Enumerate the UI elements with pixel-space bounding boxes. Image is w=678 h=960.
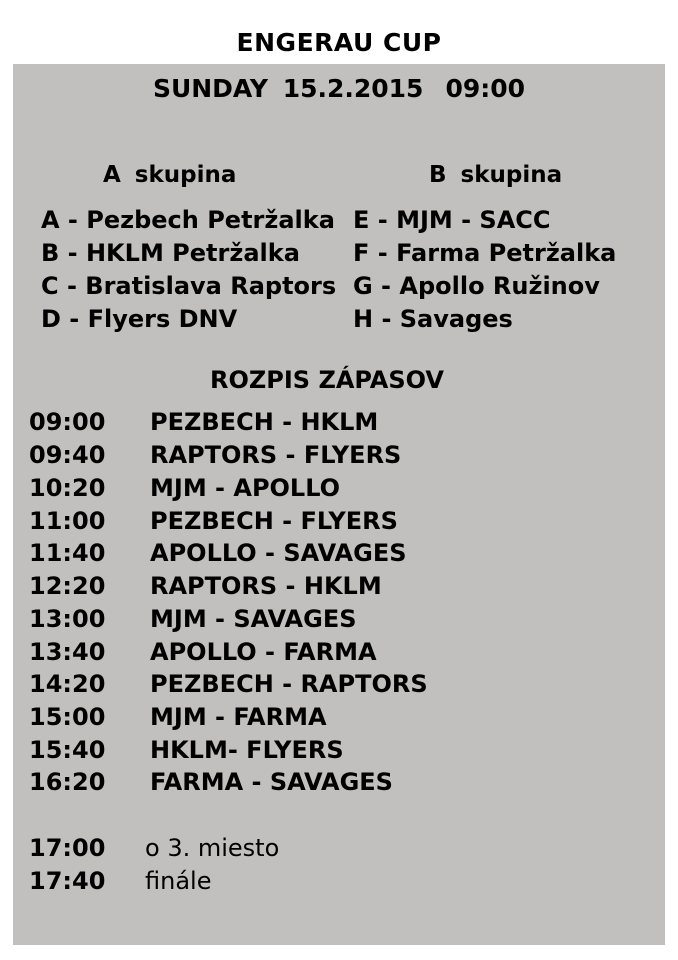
match-time: 11:40 bbox=[29, 539, 106, 567]
match-teams: MJM - FARMA bbox=[150, 703, 327, 731]
match-time: 15:00 bbox=[29, 703, 106, 731]
schedule-row bbox=[13, 605, 665, 638]
match-time: 11:00 bbox=[29, 507, 106, 535]
match-time: 09:40 bbox=[29, 441, 106, 469]
match-teams: PEZBECH - RAPTORS bbox=[150, 670, 428, 698]
match-time: 09:00 bbox=[29, 408, 106, 436]
schedule-row bbox=[13, 474, 665, 507]
group-a-team: C - Bratislava Raptors bbox=[41, 272, 337, 300]
group-b-heading: B skupina bbox=[429, 162, 563, 188]
event-start-time: 09:00 bbox=[445, 74, 526, 103]
group-a-team: B - HKLM Petržalka bbox=[41, 239, 300, 267]
schedule-row bbox=[13, 703, 665, 736]
match-time: 13:40 bbox=[29, 638, 106, 666]
schedule-row bbox=[13, 539, 665, 572]
match-teams: RAPTORS - FLYERS bbox=[150, 441, 402, 469]
group-a-heading: A skupina bbox=[103, 162, 237, 188]
match-teams: HKLM- FLYERS bbox=[150, 736, 344, 764]
group-b-team: F - Farma Petržalka bbox=[353, 239, 617, 267]
group-a-team: A - Pezbech Petržalka bbox=[41, 206, 335, 234]
schedule-row bbox=[13, 507, 665, 540]
event-date: SUNDAY 15.2.2015 bbox=[152, 74, 424, 103]
schedule-row bbox=[13, 572, 665, 605]
match-time: 14:20 bbox=[29, 670, 106, 698]
group-b-team: H - Savages bbox=[353, 305, 513, 333]
schedule-row bbox=[13, 768, 665, 801]
match-teams: FARMA - SAVAGES bbox=[150, 768, 393, 796]
match-teams: MJM - APOLLO bbox=[150, 474, 341, 502]
page-title: ENGERAU CUP bbox=[236, 28, 442, 57]
final-row bbox=[13, 834, 665, 867]
group-a-team: D - Flyers DNV bbox=[41, 305, 238, 333]
match-label: finále bbox=[145, 867, 212, 895]
match-teams: PEZBECH - HKLM bbox=[150, 408, 379, 436]
match-time: 17:40 bbox=[29, 867, 106, 895]
match-teams: PEZBECH - FLYERS bbox=[150, 507, 398, 535]
match-teams: APOLLO - SAVAGES bbox=[150, 539, 407, 567]
match-time: 13:00 bbox=[29, 605, 106, 633]
schedule-row bbox=[13, 736, 665, 769]
match-teams: MJM - SAVAGES bbox=[150, 605, 357, 633]
final-row bbox=[13, 867, 665, 900]
match-teams: RAPTORS - HKLM bbox=[150, 572, 382, 600]
schedule-row bbox=[13, 441, 665, 474]
match-time: 17:00 bbox=[29, 834, 106, 862]
schedule-row bbox=[13, 638, 665, 671]
schedule-row bbox=[13, 408, 665, 441]
schedule-row bbox=[13, 670, 665, 703]
match-time: 12:20 bbox=[29, 572, 106, 600]
schedule-heading: ROZPIS ZÁPASOV bbox=[210, 366, 444, 394]
match-time: 10:20 bbox=[29, 474, 106, 502]
group-b-team: E - MJM - SACC bbox=[353, 206, 551, 234]
match-teams: APOLLO - FARMA bbox=[150, 638, 377, 666]
match-time: 16:20 bbox=[29, 768, 106, 796]
event-date-line bbox=[13, 74, 665, 103]
match-label: o 3. miesto bbox=[145, 834, 280, 862]
match-time: 15:40 bbox=[29, 736, 106, 764]
schedule-panel bbox=[13, 64, 665, 945]
group-b-team: G - Apollo Ružinov bbox=[353, 272, 600, 300]
